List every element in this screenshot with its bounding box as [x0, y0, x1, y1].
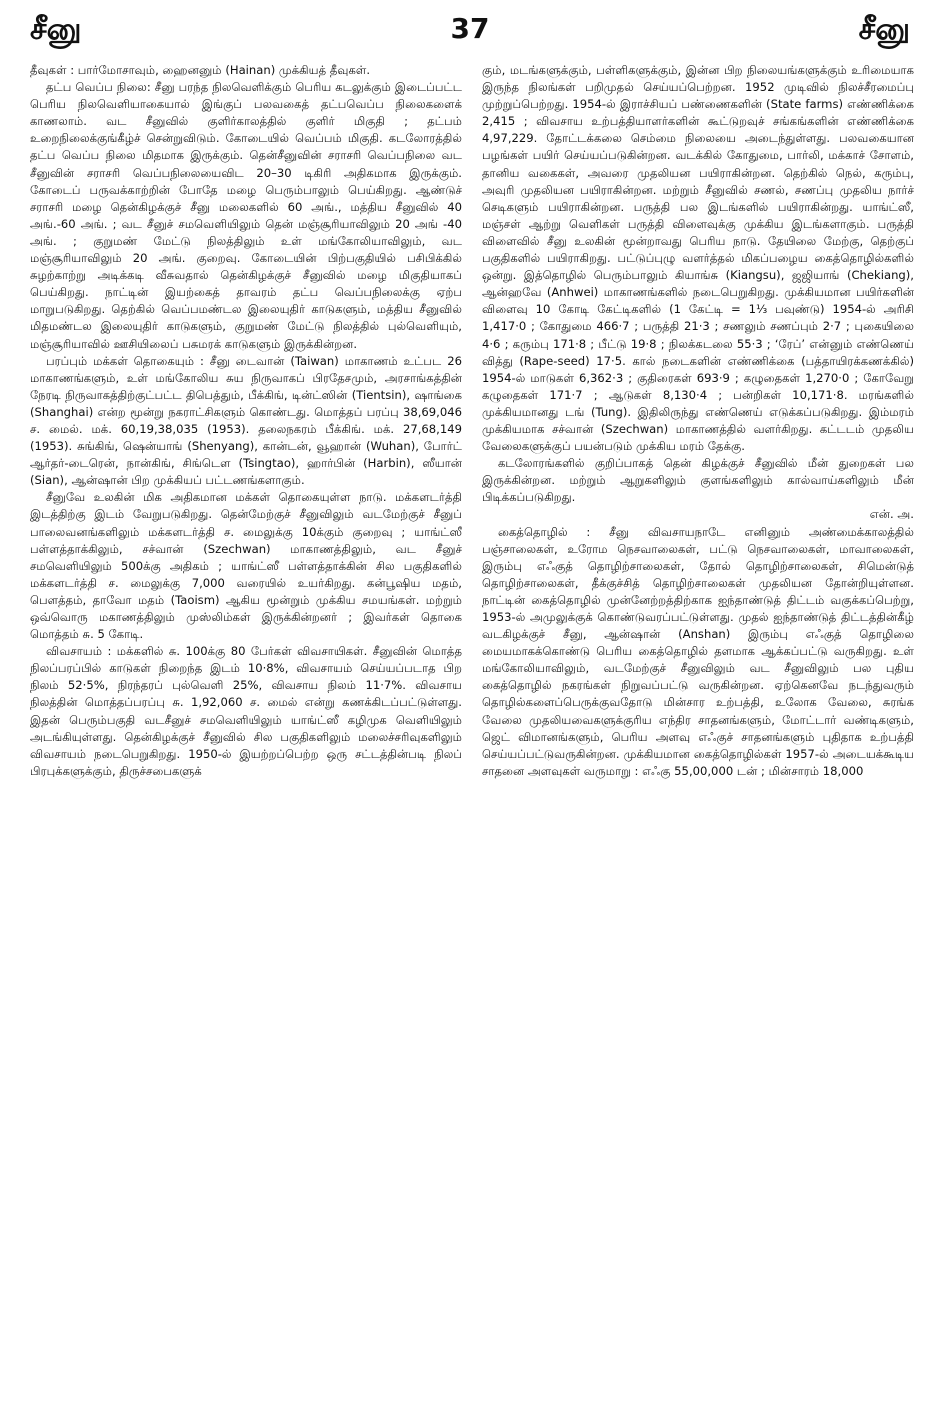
author-signature: என். அ.: [869, 507, 914, 522]
paragraph-agriculture-cont: கும், மடங்களுக்கும், பள்ளிகளுக்கும், இன்ன பிற நிலையங்களுக்கும் உரிமையாக இருந்த நிலங்கள் பறிமுதல் செய்யப்பெற்றன. 1952 முடிவில் நிலச்சீரமைப்பு முற்றுப்பெற்றது. 1954-ல் இராச்சியப் பண்ணைகளின் (State farms) எண்ணிக்கை 2,415 ; விவசாய உற்பத்தியாளர்களின் கூட்டுறவுச் சங்கங்களின் எண்ணிக்கை 4,97,229. தோட்டக்கலை செம்மை நிலையை அடைந்துள்ளது. பலவகையான பழங்கள் பயிர் செய்யப்படுகின்றன. வடக்கில் கோதுமை, பார்லி, மக்காச் சோளம், தானிய வகைகள், அவரை முதலியன பயிராகின்றன. தெற்கில் நெல், கரும்பு, அவுரி முதலியன பயிராகின்றன. மற்றும் சீனுவில் சணல், சணப்பு முதலிய நார்ச் செடிகளும் பயிராகின்றன. பருத்தி பல இடங்களில் பயிராகின்றது. யாங்ட்ஸீ, மஞ்சள் ஆற்று வெளிகள் பருத்தி விளைவுக்கு முக்கிய இடங்களாகும். பருத்தி விளைவில் சீனு உலகின் மூன்றாவது பெரிய நாடு. தேயிலை மேற்கு, தெற்குப் பகுதிகளில் பயிராகிறது. பட்டுப்புழு வளர்த்தல் மிகப்பழைய கைத்தொழில்களில் ஒன்று. இத்தொழில் பெரும்பாலும் கியாங்சு (Kiangsu), ஜஜியாங் (Chekiang), ஆன்ஹவே (Anhwei) மாகாணங்களில் நடைபெறுகிறது. முக்கியமான பயிர்களின் விளைவு 10 கோடி கேட்டிகளில் (1 கேட்டி = 1⅓ பவுண்டு) 1954-ல் அரிசி 1,417·0 ; கோதுமை 466·7 ; பருத்தி 21·3 ; சணலும் சணப்பும் 2·7 ; புகையிலை 4·6 ; கரும்பு 171·8 ; பீட்டு 19·8 ; நிலக்கடலை 55·3 ; ‘ரேப்’ என்னும் எண்ணெய் வித்து (Rape-seed) 17·5. கால் நடைகளின் எண்ணிக்கை (பத்தாயிரக்கணக்கில்) 1954-ல் மாடுகள் 6,362·3 ; குதிரைகள் 693·9 ; கழுதைகள் 1,270·0 ; கோவேறு கழுதைகள் 171·7 ; ஆடுகள் 8,130·4 ; பன்றிகள் 10,171·8. மரங்களில் முக்கியமானது டங் (Tung). இதிலிருந்து எண்ணெய் எடுக்கப்படுகிறது. இம்மரம் முக்கியமாக சச்வான் (Szechwan) மாகாணத்தில் வளர்கிறது. கட்டடம் முதலிய வேலைகளுக்குப் பயன்படும் முக்கிய மரம் தேக்கு.: [482, 63, 914, 454]
running-head-left: சீனு: [30, 12, 82, 47]
paragraph-population-density: சீனுவே உலகின் மிக அதிகமான மக்கள் தொகையுள்ள நாடு. மக்களடர்த்தி இடத்திற்கு இடம் வேறுபடுகிறது. தென்மேற்குச் சீனுவிலும் வடமேற்குச் சீனுப் பாலைவனங்களிலும் மக்களடர்த்தி ச. மைலுக்கு 10க்கும் குறைவு ; யாங்ட்ஸீ பள்ளத்தாக்கிலும், சச்வான் (Szechwan) மாகாணத்திலும், வட சீனுச் சமவெளியிலும் 500க்கு அதிகம் ; யாங்ட்ஸீ பள்ளத்தாக்கின் சில பகுதிகளில் மக்களடர்த்தி ச. மைலுக்கு 7,000 வரையில் உயர்கிறது. கன்பூஷிய மதம், பௌத்தம், தாவோ மதம் (Taoism) ஆகிய மூன்றும் முக்கிய சமயங்கள். மற்றும் ஒவ்வொரு மகாணத்திலும் முஸ்லிம்கள் இருக்கின்றனர் ; இவர்கள் தொகை மொத்தம் சு. 5 கோடி.: [30, 490, 462, 642]
left-column: [30, 62, 462, 1412]
paragraph-fisheries: கடலோரங்களில் குறிப்பாகத் தென் கிழக்குச் சீனுவில் மீன் துறைகள் பல இருக்கின்றன. மற்றும் ஆறுகளிலும் குளங்களிலும் கால்வாய்களிலும் மீன் பிடிக்கப்படுகிறது.: [482, 456, 914, 505]
paragraph-area-population: பரப்பும் மக்கள் தொகையும் : சீனு டைவான் (Taiwan) மாகாணம் உட்பட 26 மாகாணங்களும், உள் மங்கோலிய சுய நிருவாகப் பிரதேசமும், அரசாங்கத்தின் நேரடி நிருவாகத்திற்குட்பட்ட திபெத்தும், பீக்கிங், டின்ட்ஸின் (Tientsin), ஷாங்கை (Shanghai) என்ற மூன்று நகராட்சிகளும் கொண்டது. மொத்தப் பரப்பு 38,69,046 ச. மைல். மக். 60,19,38,035 (1953). தலைநகரம் பீக்கிங். மக். 27,68,149 (1953). சுங்கிங், ஷென்யாங் (Shenyang), கான்டன், வூஹான் (Wuhan), போர்ட் ஆர்தர்-டைரென், நான்கிங், சிங்டௌ (Tsingtao), ஹார்பின் (Harbin), ஸீயான் (Sian), ஆன்ஷான் பிற முக்கியப் பட்டணங்களாகும்.: [30, 353, 462, 488]
paragraph-industry: கைத்தொழில் : சீனு விவசாயநாடே எனினும் அண்மைக்காலத்தில் பஞ்சாலைகள், உரோம நெசவாலைகள், பட்டு நெசவாலைகள், மாவாலைகள், இரும்பு எஃகுத் தொழிற்சாலைகள், தோல் தொழிற்சாலைகள், சிமென்டுத் தொழிற்சாலைகள், தீக்குச்சித் தொழிற்சாலைகள் முதலியன தோன்றியுள்ளன. நாட்டின் கைத்தொழில் முன்னேற்றத்திற்காக ஐந்தாண்டுத் திட்டம் வகுக்கப்பெற்று, 1953-ல் அமுலுக்குக் கொண்டுவரப்பட்டுள்ளது. முதல் ஐந்தாண்டுத் திட்டத்தின்கீழ் வடகிழக்குச் சீனு, ஆன்ஷான் (Anshan) இரும்பு எஃகுத் தொழிலை மையமாகக்கொண்டு பெரிய கைத்தொழில் தளமாக ஆக்கப்பட்டு வருகிறது. உள் மங்கோலியாவிலும், வடமேற்குச் சீனுவிலும் வட சீனுவிலும் பல புதிய கைத்தொழில் நகரங்கள் நிறுவப்பட்டு வருகின்றன. ஏற்கெனவே நடந்துவரும் தொழில்களைப்பெருக்குவதோடு மின்சார உற்பத்தி, உலோக வேலை, சுரங்க வேலை முதலியவைகளுக்குரிய எந்திர சாதனங்களும், மோட்டார் வண்டிகளும், ஜெட் விமானங்களும், பெரிய அளவு எஃகுச் சாதனங்களும் புதிதாக உற்பத்தி செய்யப்பட்டுவருகின்றன. முக்கியமான கைத்தொழில்கள் 1957-ல் அடையக்கூடிய சாதனை அளவுகள் வருமாறு : எஃகு 55,00,000 டன் ; மின்சாரம் 18,000: [482, 524, 914, 778]
paragraph-islands: தீவுகள் : பார்மோசாவும், ஹைனனும் (Hainan) முக்கியத் தீவுகள்.: [30, 63, 371, 77]
paragraph-agriculture: விவசாயம் : மக்களில் சு. 100க்கு 80 பேர்கள் விவசாயிகள். சீனுவின் மொத்த நிலப்பரப்பில் காடுகள் நிறைந்த இடம் 10·8%, விவசாயம் செய்யப்படாத பிற நிலம் 52·5%, நிரந்தரப் புல்வெளி 25%, விவசாய நிலம் 11·7%. விவசாய நிலத்தின் மொத்தப்பரப்பு சு. 1,92,060 ச. மைல் என்று கணக்கிடப்பட்டுள்ளது. இதன் பெரும்பகுதி வடசீனுச் சமவெளியிலும் யாங்ட்ஸீ கழிமுக வெளியிலும் அடங்கியுள்ளது. தென்கிழக்குச் சீனுவில் சில பகுதிகளிலும் மலைச்சரிவுகளிலும் விவசாயம் நடைபெறுகிறது. 1950-ல் இயற்றப்பெற்ற ஒரு சட்டத்தின்படி நிலப் பிரபுக்களுக்கும், திருச்சபைகளுக்: [30, 644, 462, 778]
page-header: [0, 0, 940, 60]
paragraph-climate: தட்ப வெப்ப நிலை: சீனு பரந்த நிலவெளிக்கும் பெரிய கடலுக்கும் இடைப்பட்ட பெரிய நிலவெளியாகையால் இங்குப் பலவகைத் தட்பவெப்ப நிலைகளைக் காணலாம். வட சீனுவில் குளிர்காலத்தில் குளிர் மிகுதி ; தட்பம் உறைநிலைக்குங்கீழ்ச் சென்றுவிடும். கோடையில் வெப்பம் மிகுதி. கடலோரத்தில் தட்ப வெப்ப நிலை மிதமாக இருக்கும். தென்சீனுவின் சராசரி வெப்பநிலை வட சீனுவின் சராசரி வெப்பநிலையைவிட 20–30 டிகிரி அதிகமாக இருக்கும். கோடைப் பருவக்காற்றின் போதே மழை பெரும்பாலும் பெய்கிறது. ஆண்டுச் சராசரி மழை தென்கிழக்குச் சீனு மலைகளில் 60 அங்., மத்திய சீனுவில் 40 அங்.-60 அங். ; வட சீனுச் சமவெளியிலும் தென் மஞ்சூரியாவிலும் 20 அங் -40 அங். ; குறுமண் மேட்டு நிலத்திலும் உள் மங்கோலியாவிலும், வட மஞ்சூரியாவிலும் 20 அங். குறைவு. கோடையின் பிற்பகுதியில் பசிபிக்கில் சுழற்காற்று அடிக்கடி வீசுவதால் தென்கிழக்குச் சீனுவில் மழை மிகுதியாகப் பெய்கிறது. நாட்டின் இயற்கைத் தாவரம் தட்ப வெப்பநிலைக்கு ஏற்ப மாறுபடுகிறது. தெற்கில் வெப்பமண்டல இலையுதிர் காடுகளும், மத்திய சீனுவில் மிதமண்டல இலையுதிர் காடுகளும், குறுமண் மேட்டு நிலத்தில் புல்வெளியும், மஞ்சூரியாவில் ஊசியிலைப் பசுமரக் காடுகளும் இருக்கின்றன.: [30, 80, 462, 351]
page-number: 37: [450, 12, 490, 45]
right-column: [482, 62, 914, 1412]
running-head-right: சீனு: [858, 12, 910, 47]
